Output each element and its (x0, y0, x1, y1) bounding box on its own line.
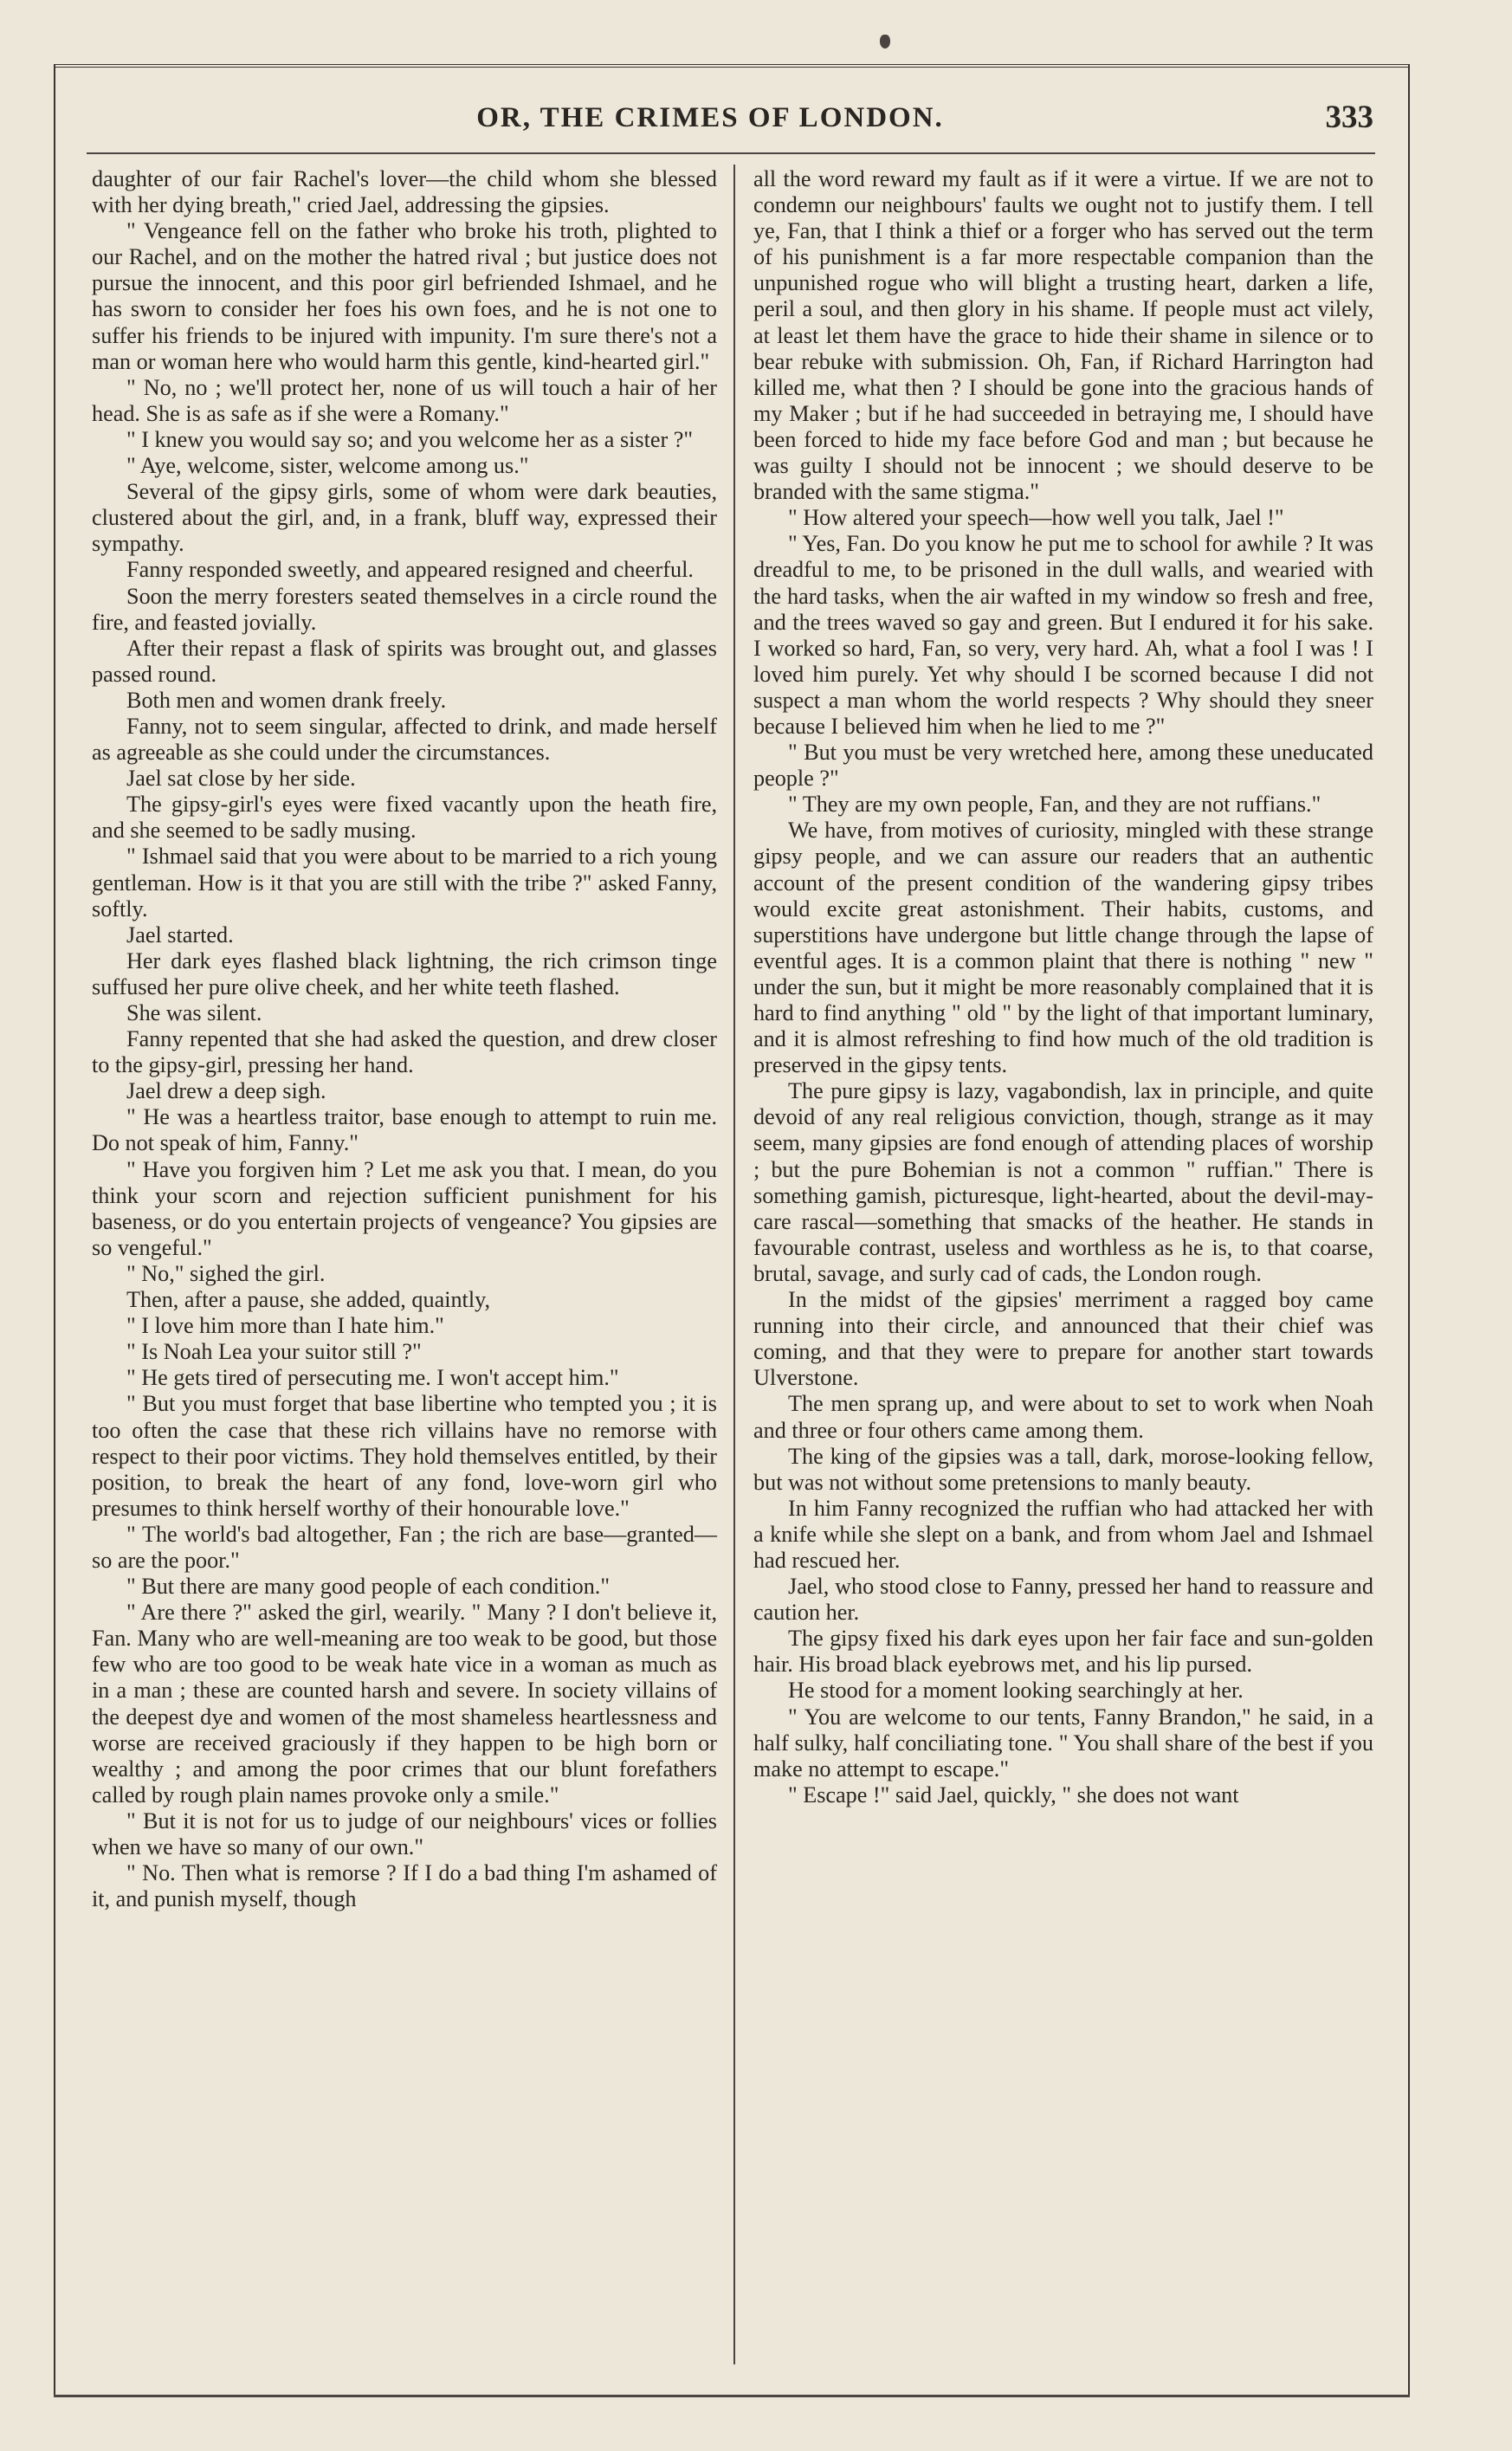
paragraph: " But you must be very wretched here, among these uneducated people ?" (753, 740, 1373, 792)
left-frame-line (54, 64, 55, 2395)
paragraph: " Have you forgiven him ? Let me ask you that. I mean, do you think your scorn and rejection sufficient punishment for his baseness, or do you entertain projects of vengeance? You gipsies are so vengeful." (92, 1156, 717, 1260)
paragraph: Jael started. (126, 922, 234, 947)
paragraph: The gipsy fixed his dark eyes upon her fair face and sun-golden hair. His broad black eyebrows met, and his lip pursed. (753, 1626, 1373, 1678)
paragraph: Both men and women drank freely. (126, 687, 447, 713)
paragraph: " Ishmael said that you were about to be married to a rich young gentleman. How is it that you are still with the tribe ?" asked Fanny, softly. (92, 844, 717, 922)
paragraph: She was silent. (126, 1000, 262, 1025)
paragraph: The pure gipsy is lazy, vagabondish, lax in principle, and quite devoid of any real religious conviction, though, strange as it may seem, many gipsies are fond enough of attending places of worship ; but the pure Bohemian is not a common " ruffian." There is something gamish, picturesque, light-hearted, about the devil-may-care rascal—something that smacks of the heather. He stands in favourable contrast, useless and worthless as he is, to that coarse, brutal, savage, and surly cad of cads, the London rough. (753, 1078, 1373, 1286)
paragraph: daughter of our fair Rachel's lover—the child whom she blessed with her dying breath," cried Jael, addressing the gipsies. (92, 166, 717, 218)
right-frame-line (1408, 64, 1410, 2395)
paragraph: " But there are many good people of each condition." (126, 1574, 611, 1600)
ink-blot (880, 35, 890, 49)
page-number: 333 (1325, 100, 1373, 135)
paragraph: " No, no ; we'll protect her, none of us will touch a hair of her head. She is as safe as if she were a Romany." (92, 374, 717, 426)
paragraph: After their repast a flask of spirits was brought out, and glasses passed round. (92, 635, 717, 687)
paragraph: The gipsy-girl's eyes were fixed vacantly upon the heath fire, and she seemed to be sadly musing. (92, 792, 717, 844)
paragraph: " Aye, welcome, sister, welcome among us." (126, 453, 529, 479)
paragraph: " But it is not for us to judge of our neighbours' vices or follies when we have so many of our own." (92, 1808, 717, 1859)
paragraph: Jael, who stood close to Fanny, pressed her hand to reassure and caution her. (753, 1574, 1373, 1626)
paragraph: Several of the gipsy girls, some of whom were dark beauties, clustered about the girl, and, in a frank, bluff way, expressed their sympathy. (92, 479, 717, 557)
paragraph: The king of the gipsies was a tall, dark, morose-looking fellow, but was not without some pretensions to manly beauty. (753, 1443, 1373, 1495)
paragraph: " No," sighed the girl. (126, 1260, 326, 1286)
paragraph: " He gets tired of persecuting me. I won't accept him." (126, 1365, 619, 1391)
paragraph: all the word reward my fault as if it were a virtue. If we are not to condemn our neighbours' faults we ought not to justify them. I tell ye, Fan, that I think a thief or a forger who has served out the term of his punishment is a far more respectable companion than the unpunished rogue who will blight a trusting heart, darken a life, peril a soul, and then glory in his shame. If people must act vilely, at least let them have the grace to hide their shame in silence or to bear rebuke with submission. Oh, Fan, if Richard Harrington had killed me, what then ? I should be gone into the gracious hands of my Maker ; but if he had succeeded in betraying me, I should have been forced to hide my face before God and man ; but because he was guilty I should not be innocent ; we should deserve to be branded with the same stigma." (753, 166, 1373, 505)
paragraph: Soon the merry foresters seated themselves in a circle round the fire, and feasted jovially. (92, 583, 717, 635)
paragraph: Jael sat close by her side. (126, 766, 356, 792)
paragraph: Fanny responded sweetly, and appeared resigned and cheerful. (126, 557, 694, 583)
paragraph: The men sprang up, and were about to set to work when Noah and three or four others came among them. (753, 1391, 1373, 1443)
paragraph: Fanny repented that she had asked the question, and drew closer to the gipsy-girl, pressing her hand. (92, 1026, 717, 1078)
paragraph: " I love him more than I hate him." (126, 1313, 444, 1339)
paragraph: " How altered your speech—how well you talk, Jael !" (788, 505, 1284, 531)
top-rule (54, 64, 1410, 68)
paragraph: " Escape !" said Jael, quickly, " she does not want (788, 1782, 1239, 1808)
paragraph: Her dark eyes flashed black lightning, the rich crimson tinge suffused her pure olive cheek, and her white teeth flashed. (92, 947, 717, 999)
paragraph: " The world's bad altogether, Fan ; the rich are base—granted—so are the poor." (92, 1521, 717, 1573)
paragraph: In the midst of the gipsies' merriment a ragged boy came running into their circle, and announced that their chief was coming, and that they were to prepare for another start towards Ulverstone. (753, 1287, 1373, 1391)
running-title: OR, THE CRIMES OF LONDON. (476, 102, 944, 133)
paragraph: Then, after a pause, she added, quaintly, (126, 1287, 491, 1313)
paragraph: " They are my own people, Fan, and they are not ruffians." (788, 792, 1321, 818)
paragraph: " Yes, Fan. Do you know he put me to school for awhile ? It was dreadful to me, to be prisoned in the dull walls, and wearied with the hard tasks, when the air wafted in my window so fresh and free, and the trees waved so gay and green. But I endured it for his sake. I worked so hard, Fan, so very, very hard. Ah, what a fool I was ! I loved him purely. Yet why should I be scorned because I did not suspect a man whom the world respects ? Why should they sneer because I believed him when he lied to me ?" (753, 531, 1373, 739)
left-column (92, 166, 717, 1912)
header-rule (87, 152, 1375, 154)
paragraph: " No. Then what is remorse ? If I do a bad thing I'm ashamed of it, and punish myself, though (92, 1860, 717, 1912)
paragraph: " I knew you would say so; and you welcome her as a sister ?" (126, 426, 694, 452)
paragraph: In him Fanny recognized the ruffian who had attacked her with a knife while she slept on a bank, and from whom Jael and Ishmael had rescued her. (753, 1495, 1373, 1573)
right-column (753, 166, 1373, 1808)
paragraph: " But you must forget that base libertine who tempted you ; it is too often the case that these rich villains have no remorse with respect to their poor victims. They hold themselves entitled, by their position, to break the heart of any fond, love-worn girl who presumes to think herself worthy of their honourable love." (92, 1391, 717, 1521)
column-divider (733, 165, 735, 2364)
paragraph: " Are there ?" asked the girl, wearily. " Many ? I don't believe it, Fan. Many who are well-meaning are too weak to be good, but those few who are too good to be weak hate vice in a woman as much as in a man ; these are counted harsh and severe. In society villains of the deepest dye and women of the most shameless heartlessness and worse are received graciously if they happen to be high born or wealthy ; and among the poor crimes that our blunt forefathers called by rough plain names provoke only a smile." (92, 1600, 717, 1808)
paragraph: He stood for a moment looking searchingly at her. (788, 1678, 1244, 1704)
paragraph: Fanny, not to seem singular, affected to drink, and made herself as agreeable as she could under the circumstances. (92, 713, 717, 766)
paragraph: " Is Noah Lea your suitor still ?" (126, 1339, 422, 1365)
paragraph: " You are welcome to our tents, Fanny Brandon," he said, in a half sulky, half conciliating tone. " You shall share of the best if you make no attempt to escape." (753, 1704, 1373, 1782)
paragraph: " He was a heartless traitor, base enough to attempt to ruin me. Do not speak of him, Fanny." (92, 1104, 717, 1156)
bottom-rule (54, 2395, 1410, 2397)
paragraph: " Vengeance fell on the father who broke his troth, plighted to our Rachel, and on the mother the hatred rival ; but justice does not pursue the innocent, and this poor girl befriended Ishmael, and he has sworn to consider her foes his own foes, and he is not one to suffer his friends to be injured with impunity. I'm sure there's not a man or woman here who would harm this gentle, kind-hearted girl." (92, 218, 717, 374)
paragraph: We have, from motives of curiosity, mingled with these strange gipsy people, and we can assure our readers that an authentic account of the present condition of the wandering gipsy tribes would excite great astonishment. Their habits, customs, and superstitions have undergone but little change through the lapse of eventful ages. It is a common plaint that there is nothing " new " under the sun, but it might be more reasonably complained that it is hard to find anything " old " by the light of that important luminary, and it is almost refreshing to find how much of the old tradition is preserved in the gipsy tents. (753, 818, 1373, 1078)
paragraph: Jael drew a deep sigh. (126, 1078, 326, 1104)
